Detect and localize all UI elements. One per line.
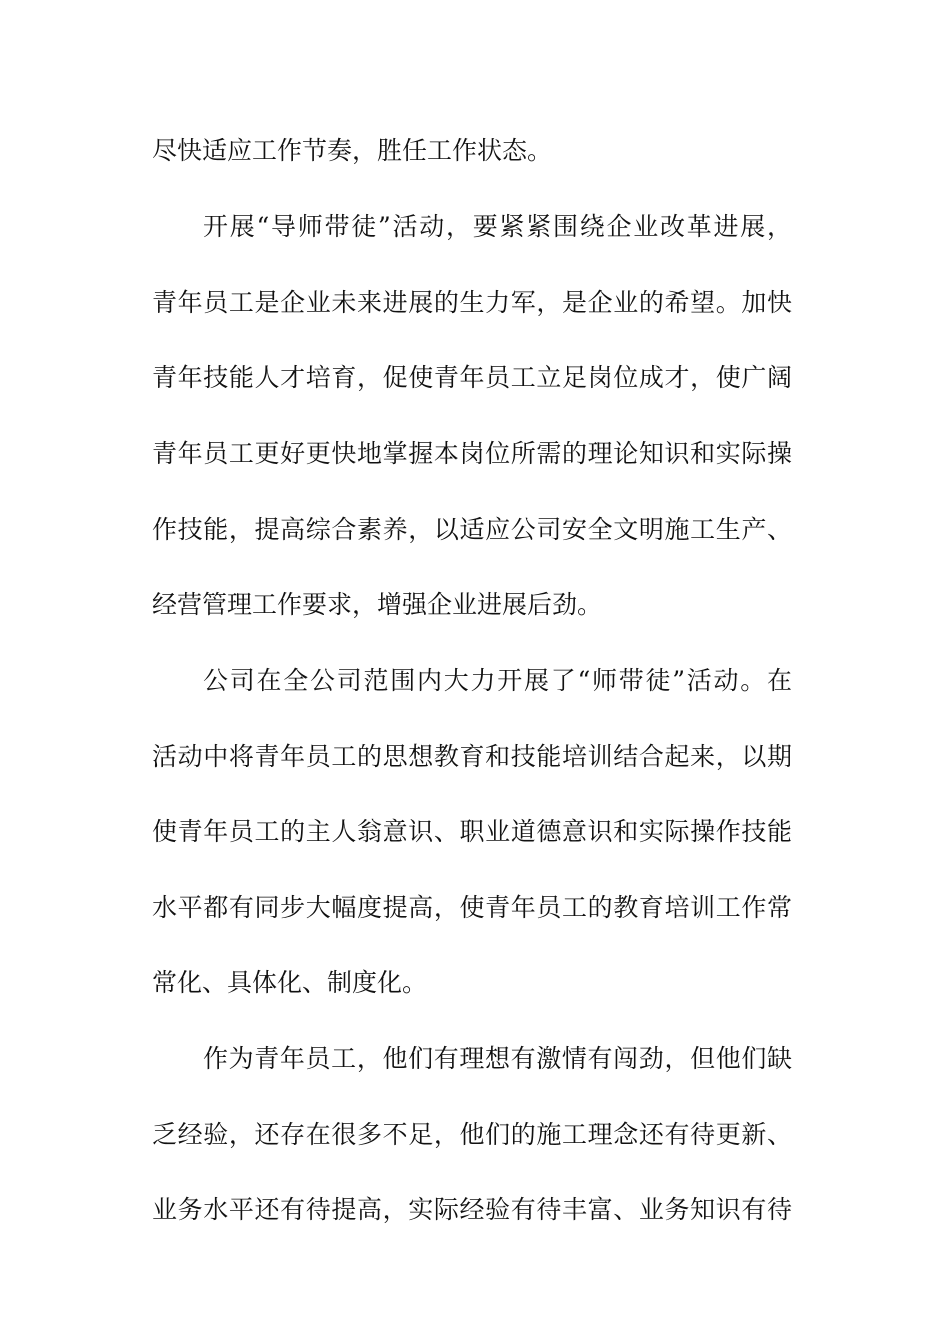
- text-line: 青年技能人才培育，促使青年员工立足岗位成才，使广阔: [152, 363, 792, 392]
- text-line: 经营管理工作要求，增强企业进展后劲。: [152, 590, 603, 619]
- text-line: 尽快适应工作节奏，胜任工作状态。: [152, 136, 553, 165]
- text-line: 活动中将青年员工的思想教育和技能培训结合起来，以期: [152, 742, 792, 771]
- paragraph-first-line: 开展“导师带徒”活动，要紧紧围绕企业改革进展，: [203, 212, 792, 241]
- paragraph-first-line: 公司在全公司范围内大力开展了“师带徒”活动。在: [203, 666, 792, 695]
- text-line: 乏经验，还存在很多不足，他们的施工理念还有待更新、: [152, 1120, 792, 1149]
- text-line: 青年员工是企业未来进展的生力军，是企业的希望。加快: [152, 288, 792, 317]
- text-line: 使青年员工的主人翁意识、职业道德意识和实际操作技能: [152, 817, 792, 846]
- text-line: 常化、具体化、制度化。: [152, 968, 428, 997]
- text-line: 水平都有同步大幅度提高，使青年员工的教育培训工作常: [152, 893, 792, 922]
- paragraph-first-line: 作为青年员工，他们有理想有激情有闯劲，但他们缺: [203, 1044, 792, 1073]
- text-line: 作技能，提高综合素养，以适应公司安全文明施工生产、: [152, 515, 792, 544]
- text-line: 业务水平还有待提高，实际经验有待丰富、业务知识有待: [152, 1195, 792, 1224]
- text-line: 青年员工更好更快地掌握本岗位所需的理论知识和实际操: [152, 439, 792, 468]
